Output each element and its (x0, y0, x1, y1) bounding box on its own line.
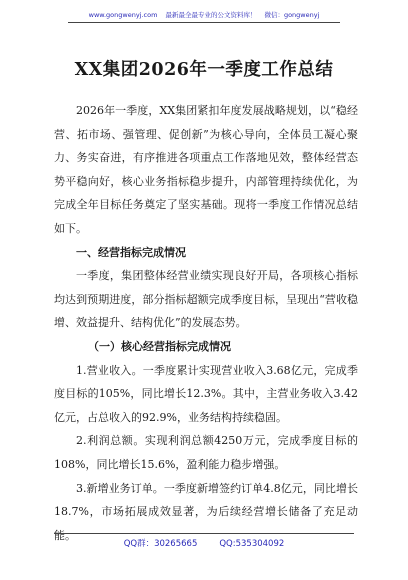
header-divider (68, 22, 340, 23)
page-footer (0, 537, 408, 549)
section-heading-1: 一、经营指标完成情况 (76, 245, 186, 259)
footer-divider (54, 533, 354, 534)
header-wechat: 微信：gongwenyj (264, 11, 320, 19)
document-title: XX集团2026年一季度工作总结 (74, 60, 334, 80)
header-slogan: 最新最全最专业的公文资料库！ (165, 11, 257, 19)
item-paragraph-revenue: 1.营业收入。一季度累计实现营业收入3.68亿元，完成季度目标的105%，同比增长12.3%。其中，主营业务收入3.42亿元，占总收入的92.9%，业务结构持续稳固。 (54, 363, 358, 424)
header-website-link[interactable]: www.gongwenyj.com (88, 11, 158, 19)
footer-qq-group: QQ群：30265665 (123, 539, 198, 549)
section-paragraph-1: 一季度，集团整体经营业绩实现良好开局，各项核心指标均达到预期进度，部分指标超额完成季度目标，呈现出“营收稳增、效益提升、结构优化”的发展态势。 (54, 269, 358, 330)
item-paragraph-orders: 3.新增业务订单。一季度新增签约订单4.8亿元，同比增长18.7%，市场拓展成效显著，为后续经营增长储备了充足动能。 (54, 481, 358, 542)
subsection-heading-1: （一）核心经营指标完成情况 (88, 339, 231, 353)
page-header (0, 10, 408, 19)
item-paragraph-profit: 2.利润总额。实现利润总额4250万元，完成季度目标的108%，同比增长15.6%，盈利能力稳步增强。 (54, 434, 358, 471)
footer-qq: QQ:535304092 (219, 539, 285, 549)
document-body (54, 99, 358, 547)
intro-paragraph: 2026年一季度，XX集团紧扣年度发展战略规划，以“稳经营、拓市场、强管理、促创新”为核心导向，全体员工凝心聚力、务实奋进，有序推进各项重点工作落地见效，整体经营态势平稳向好，核心业务指标稳步提升，内部管理持续优化，为完成全年目标任务奠定了坚实基础。现将一季度工作情况总结如下。 (54, 104, 358, 235)
